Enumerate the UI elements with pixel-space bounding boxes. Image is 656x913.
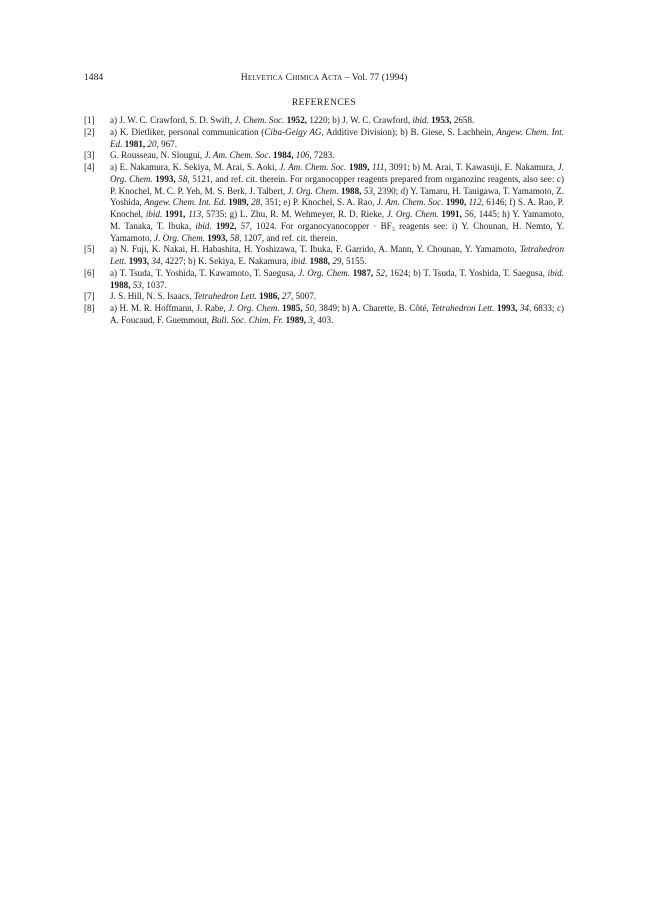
italic-text: ibid.	[547, 267, 564, 278]
reference-item	[84, 268, 564, 292]
bold-year: 1991,	[164, 209, 186, 219]
italic-text: 34,	[519, 303, 532, 313]
reference-list	[84, 115, 564, 327]
reference-segment: 6146; f) S. A. Rao, P. Knochel,	[110, 197, 564, 219]
section-title: REFERENCES	[291, 97, 357, 108]
reference-segment: 1220; b) J. W. C. Crawford,	[307, 115, 413, 125]
italic-text: 28,	[251, 197, 263, 208]
journal-volume: – Vol. 77 (1994)	[344, 72, 408, 83]
italic-text: 3,	[308, 314, 316, 325]
italic-text: 57,	[240, 220, 252, 231]
reference-item	[84, 303, 564, 327]
reference-segment: 3091; b) M. Arai, T. Kawasuji, E. Nakamura,	[386, 162, 558, 172]
reference-text	[110, 150, 564, 162]
page-number: 1484	[84, 72, 104, 83]
bold-year: 1988,	[110, 279, 131, 290]
reference-segment: Additive Division); b) B. Giese, S. Lachhein,	[323, 126, 497, 137]
italic-text: 29,	[332, 256, 344, 266]
italic-text: 106,	[295, 150, 312, 161]
reference-segment: 7283.	[311, 150, 335, 161]
reference-segment: 5155.	[343, 256, 367, 266]
bold-year: 1987,	[352, 267, 374, 278]
reference-segment: 967.	[158, 138, 177, 149]
reference-item	[84, 115, 564, 127]
italic-text: J. Org. Chem.	[228, 303, 280, 313]
reference-segment: 6833; c) A. Foucaud, F. Guemmout,	[110, 303, 565, 325]
reference-item	[84, 150, 564, 162]
reference-segment: 2658.	[451, 115, 475, 125]
reference-number: [1]	[84, 115, 95, 125]
italic-text: J. Org. Chem.	[298, 267, 351, 278]
reference-item	[84, 291, 564, 303]
reference-segment: 1624; b) T. Tsuda, T. Yoshida, T. Saegusa,	[387, 267, 548, 278]
italic-text: 20,	[147, 138, 159, 149]
italic-text: 58,	[178, 173, 190, 184]
reference-text	[110, 268, 564, 292]
reference-item	[84, 127, 564, 151]
italic-text: J. Org. Chem.	[386, 209, 439, 219]
reference-segment: 2390; d) Y. Tamaru, H. Tanigawa, T. Yamamoto, Z. Yoshida,	[110, 185, 564, 208]
italic-text: Ciba-Geigy AG,	[264, 126, 324, 137]
italic-text: ibid.	[195, 220, 212, 231]
reference-number: [2]	[84, 126, 95, 137]
italic-text: Tetrahedron Lett.	[193, 291, 257, 302]
reference-segment: a) K. Dietliker, personal communication (	[110, 126, 265, 137]
bold-year: 1988,	[340, 185, 362, 196]
reference-segment: a) T. Tsuda, T. Yoshida, T. Kawamoto, T. Saegusa,	[110, 267, 299, 278]
reference-text	[110, 291, 564, 303]
italic-text: 53,	[132, 279, 145, 290]
italic-text: J. Am. Chem. Soc.	[376, 197, 444, 208]
reference-segment: J. S. Hill, N. S. Isaacs,	[110, 291, 194, 302]
reference-segment: 1037.	[144, 279, 167, 290]
bold-year: 1984,	[273, 150, 294, 161]
italic-text: 56,	[464, 209, 476, 219]
reference-segment: 1024. For organocyanocopper · BF₃ reagents see: i) Y. Chounan, H. Nemto, Y. Yamamoto,	[110, 220, 565, 243]
bold-year: 1953,	[431, 115, 452, 125]
bold-year: 1993,	[207, 232, 228, 243]
reference-segment: a) E. Nakamura, K. Sekiya, M. Arai, S. Aoki,	[110, 162, 280, 172]
italic-text: 112,	[468, 197, 484, 208]
reference-segment: 1207, and ref. cit. therein.	[241, 232, 338, 243]
reference-text	[110, 244, 564, 268]
reference-segment: 1445; h) Y. Yamamoto, M. Tanaka, T. Ibuka,	[110, 209, 564, 231]
italic-text: 52,	[375, 267, 388, 278]
italic-text: Bull. Soc. Chim. Fr.	[211, 314, 284, 325]
bold-year: 1989,	[228, 197, 249, 208]
italic-text: J. Org. Chem.	[154, 232, 205, 243]
bold-year: 1993,	[128, 256, 150, 266]
italic-text: Tetrahedron Lett.	[110, 244, 564, 266]
reference-segment: G. Rousseau, N. Slougui,	[110, 150, 205, 161]
reference-text	[110, 162, 564, 244]
italic-text: 34,	[151, 256, 163, 266]
reference-segment: a) J. W. C. Crawford, S. D. Swift,	[110, 115, 235, 125]
italic-text: ibid.	[412, 115, 429, 125]
reference-segment: 5121, and ref. cit. therein. For organocopper reagents prepared from organozinc reagents, also see: c) P. Knochel, M. C. P. Yeh, M. S. Berk, J. Talbert,	[110, 173, 564, 196]
bold-year: 1981,	[124, 138, 146, 149]
italic-text: J. Am. Chem. Soc.	[279, 162, 347, 172]
journal-title	[84, 72, 564, 84]
bold-year: 1993,	[155, 173, 176, 184]
italic-text: 53,	[363, 185, 376, 196]
reference-number: [7]	[84, 291, 95, 302]
reference-text	[110, 127, 564, 151]
reference-segment: 5007.	[293, 291, 317, 302]
reference-segment: 5735; g) L. Zhu, R. M. Wehmeyer, R. D. Rieke,	[203, 209, 387, 219]
italic-text: J. Am. Chem. Soc.	[204, 150, 271, 161]
italic-text: 27,	[281, 291, 294, 302]
reference-segment: 403.	[315, 314, 334, 325]
italic-text: J. Chem. Soc.	[234, 115, 285, 125]
italic-text: Tetrahedron Lett.	[431, 303, 495, 313]
reference-number: [8]	[84, 303, 95, 313]
italic-text: 58,	[230, 232, 242, 243]
italic-text: Angew. Chem. Int. Ed.	[110, 126, 564, 149]
reference-segment: 351; e) P. Knochel, S. A. Rao,	[262, 197, 377, 208]
bold-year: 1986,	[259, 291, 280, 302]
reference-segment: a) N. Fuji, K. Nakai, H. Habashita, H. Yoshizawa, T. Ibuka, F. Garrido, A. Mann, Y. Chounan, Y. Yamamoto,	[110, 244, 520, 255]
italic-text: 50,	[305, 303, 317, 313]
reference-text	[110, 303, 564, 327]
bold-year: 1993,	[496, 303, 518, 313]
reference-number: [4]	[84, 162, 95, 172]
bold-year: 1989,	[349, 162, 370, 172]
italic-text: 111,	[372, 162, 387, 172]
italic-text: 113,	[188, 209, 204, 219]
reference-item	[84, 244, 564, 268]
bold-year: 1985,	[282, 303, 303, 313]
italic-text: Angew. Chem. Int. Ed.	[144, 197, 226, 208]
bold-year: 1952,	[286, 115, 308, 125]
bold-year: 1990,	[445, 197, 467, 208]
reference-number: [5]	[84, 244, 95, 255]
bold-year: 1992,	[215, 220, 237, 231]
reference-segment: 3849; b) A. Charette, B. Côté,	[316, 303, 432, 313]
reference-number: [6]	[84, 267, 95, 278]
journal-name: Helvetica Chimica Acta	[240, 72, 343, 83]
bold-year: 1991,	[441, 209, 462, 219]
reference-item	[84, 162, 564, 244]
reference-text	[110, 115, 564, 127]
italic-text: J. Org. Chem.	[110, 162, 564, 184]
reference-segment: 4227; b) K. Sekiya, E. Nakamura,	[162, 256, 291, 266]
bold-year: 1989,	[285, 314, 307, 325]
reference-number: [3]	[84, 150, 95, 161]
bold-year: 1988,	[309, 256, 331, 266]
italic-text: J. Org. Chem.	[287, 185, 339, 196]
italic-text: ibid.	[145, 209, 163, 219]
reference-segment: a) H. M. R. Hoffmann, J. Rabe,	[110, 303, 229, 313]
italic-text: ibid.	[290, 256, 308, 266]
